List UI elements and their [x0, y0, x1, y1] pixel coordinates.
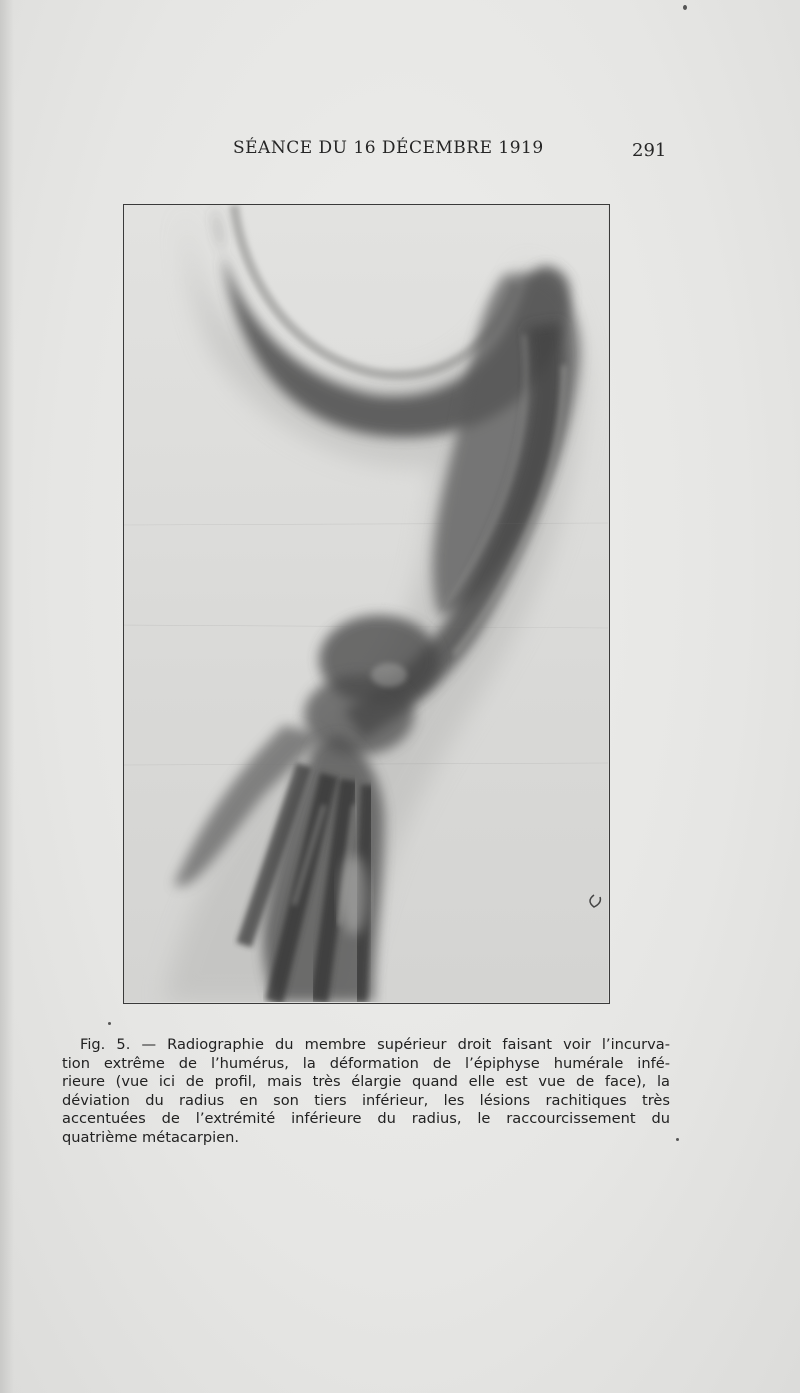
page-gutter-shadow [0, 0, 14, 1393]
figure-caption [62, 1036, 670, 1148]
caption-line: déviation du radius en son tiers inférieur, les lésions rachitiques très [62, 1091, 670, 1109]
radiograph-figure [123, 204, 610, 1004]
radiograph-image [124, 205, 608, 1002]
caption-line: Fig. 5. — Radiographie du membre supérieur droit faisant voir l’incurva- [80, 1036, 670, 1053]
caption-line: accentuées de l’extrémité inférieure du radius, le raccourcissement du [62, 1110, 670, 1128]
caption-line: quatrième métacarpien. [62, 1128, 240, 1146]
print-speck [683, 5, 687, 10]
print-speck [108, 1022, 111, 1025]
caption-line: rieure (vue ici de profil, mais très élargie quand elle est vue de face), la [62, 1073, 670, 1091]
caption-line: tion extrême de l’humérus, la déformation de l’épiphyse humérale infé- [62, 1054, 670, 1072]
page-number: 291 [632, 140, 667, 161]
print-speck [676, 1138, 679, 1141]
running-title: SÉANCE DU 16 DÉCEMBRE 1919 [233, 138, 544, 158]
